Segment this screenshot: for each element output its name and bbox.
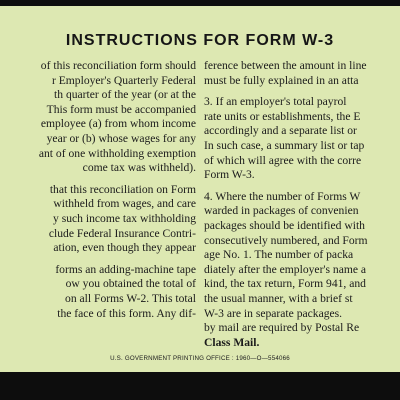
form-sheet <box>0 6 400 372</box>
text-line: of which will agree with the corre <box>204 153 362 167</box>
text-line: the face of this form. Any dif- <box>57 306 196 320</box>
text-line: rate units or establishments, the E <box>204 109 361 123</box>
text-line: packages should be identified with <box>204 218 365 232</box>
text-line: forms an adding-machine tape <box>55 262 196 276</box>
text-line: diately after the employer's name a <box>204 262 367 276</box>
text-line: 3. If an employer's total payrol <box>204 95 347 109</box>
text-line: withheld from wages, and care <box>53 197 196 211</box>
text-line: r Employer's Quarterly Federal <box>51 73 196 87</box>
text-line: come tax was withheld). <box>82 161 196 175</box>
text-line: must be fully explained in an atta <box>204 73 359 87</box>
text-line: accordingly and a separate list or <box>204 124 357 138</box>
text-line: the usual manner, with a brief st <box>204 291 353 305</box>
text-line: kind, the tax return, Form 941, and <box>204 277 366 291</box>
text-line: by mail are required by Postal Re <box>204 321 360 335</box>
text-line: In such case, a summary list or tap <box>204 138 365 152</box>
text-line: age No. 1. The number of packa <box>204 248 354 262</box>
text-line: year or (b) whose wages for any <box>46 131 196 145</box>
text-line-bold: Class Mail. <box>204 335 260 349</box>
paragraph-gap <box>204 183 400 190</box>
text-line: ference between the amount in line <box>204 59 367 72</box>
left-column <box>0 59 196 321</box>
text-line: 4. Where the number of Forms W <box>204 189 361 203</box>
text-line: clude Federal Insurance Contri- <box>48 226 196 240</box>
text-line: y such income tax withholding <box>53 211 196 225</box>
page-title: INSTRUCTIONS FOR FORM W-3 <box>65 32 335 49</box>
text-line: ant of one withholding exemption <box>38 146 196 160</box>
text-line: ow you obtained the total of <box>65 277 196 291</box>
text-line: ation, even though they appear <box>53 241 196 255</box>
text-line: consecutively numbered, and Form <box>204 233 368 247</box>
paragraph-gap <box>0 176 196 183</box>
printing-office-imprint: U.S. GOVERNMENT PRINTING OFFICE : 1960—O—554066 <box>110 355 290 362</box>
paragraph-gap <box>204 88 400 95</box>
text-line: This form must be accompanied <box>46 102 196 116</box>
paragraph-gap <box>0 256 196 263</box>
text-line: W-3 are in separate packages. <box>204 306 343 320</box>
text-line: employee (a) from whom income <box>40 117 196 131</box>
text-line: th quarter of the year (or at the <box>54 88 196 102</box>
text-line: Form W-3. <box>204 168 255 182</box>
text-line: warded in packages of convenien <box>204 204 359 218</box>
text-line: on all Forms W-2. This total <box>65 291 196 305</box>
text-line: that this reconciliation on Form <box>49 182 196 196</box>
text-line: of this reconciliation form should <box>40 59 196 72</box>
right-column <box>204 59 400 350</box>
